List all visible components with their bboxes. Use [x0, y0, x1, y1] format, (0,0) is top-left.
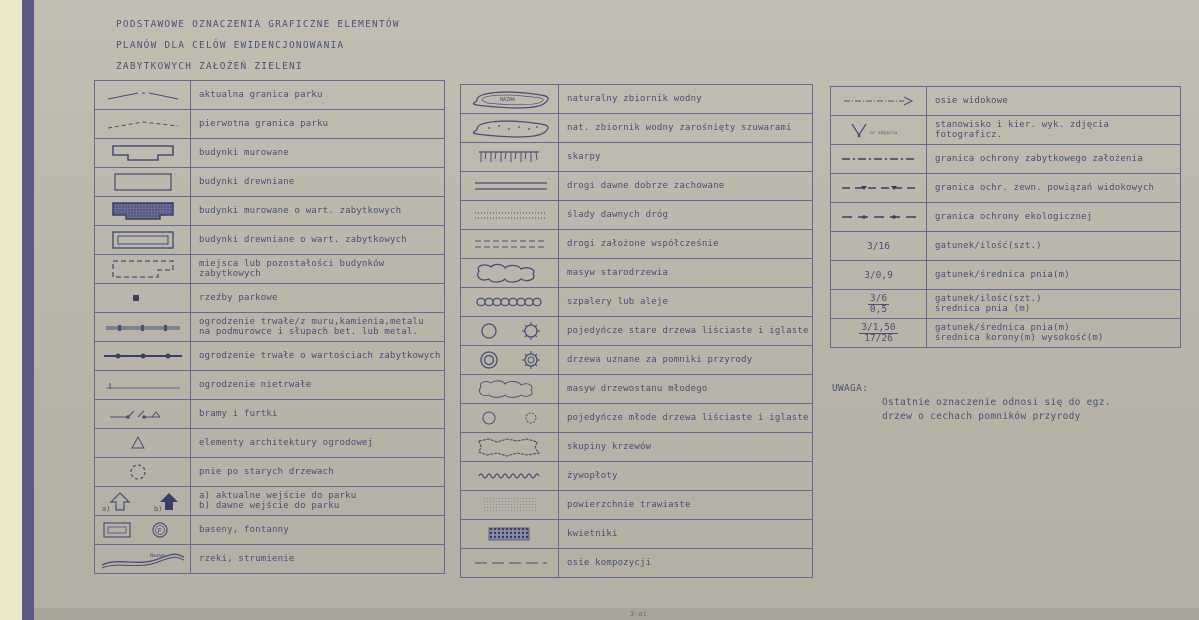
- river-icon: [98, 547, 188, 571]
- legend-row: [95, 371, 445, 400]
- shrub-group-icon: [465, 435, 555, 459]
- wooden-building-icon: [98, 171, 188, 193]
- legend-row: [95, 429, 445, 458]
- legend-row: [461, 143, 813, 172]
- page-mark: 3-ai: [630, 610, 647, 618]
- heritage-protection-line-icon: [834, 149, 924, 169]
- legend-row: [95, 197, 445, 226]
- ecological-protection-line-icon: [834, 207, 924, 227]
- species-fraction-code: [831, 290, 927, 319]
- old-road-trace-icon: [465, 205, 555, 225]
- legend-row: [461, 230, 813, 259]
- legend-row: [831, 203, 1181, 232]
- title-line-2: PLANÓW DLA CELÓW EWIDENCJONOWANIA: [116, 40, 345, 51]
- legend-label: osie kompozycji: [559, 549, 813, 578]
- river-name-marker: Nazwa: [149, 553, 165, 559]
- legend-row: [461, 317, 813, 346]
- legend-label: powierzchnie trawiaste: [559, 491, 813, 520]
- species-diameter-code: 3/0,9: [831, 261, 927, 290]
- entrance-a-marker: a): [101, 505, 110, 513]
- legend-label: nat. zbiornik wodny zarośnięty szuwarami: [559, 114, 813, 143]
- legend-row: [461, 288, 813, 317]
- legend-label: granica ochr. zewn. powiązań widokowych: [927, 174, 1181, 203]
- legend-row: [831, 261, 1181, 290]
- legend-label: pierwotna granica parku: [191, 110, 445, 139]
- legend-row: [95, 81, 445, 110]
- legend-row: [95, 342, 445, 371]
- legend-row: [831, 145, 1181, 174]
- note-text: Ostatnie oznaczenie odnosi się do egz. drzew o cechach pomników przyrody: [882, 397, 1111, 422]
- legend-label: ogrodzenie trwałe o wartościach zabytkowych: [191, 342, 445, 371]
- view-protection-line-icon: [834, 178, 924, 198]
- temporary-fence-icon: [98, 375, 188, 395]
- legend-row: [95, 545, 445, 574]
- sculpture-icon: [98, 288, 188, 308]
- overgrown-pond-icon: [465, 117, 555, 139]
- legend-label: naturalny zbiornik wodny: [559, 85, 813, 114]
- legend-row: [831, 290, 1181, 319]
- flowerbed-icon: [465, 523, 555, 545]
- legend-label: gatunek/ilość(szt.) średnica pnia (m): [927, 290, 1181, 319]
- legend-label: ogrodzenie trwałe/z muru,kamienia,metalu na podmurowce i słupach bet. lub metal.: [191, 313, 445, 342]
- legend-row: [831, 319, 1181, 348]
- note-block: [832, 382, 1142, 424]
- legend-label: budynki murowane: [191, 139, 445, 168]
- photo-position-icon: [834, 119, 924, 141]
- legend-label: gatunek/ilość(szt.): [927, 232, 1181, 261]
- legend-row: [831, 174, 1181, 203]
- entrance-b-marker: b): [153, 505, 162, 513]
- legend-label: budynki murowane o wart. zabytkowych: [191, 197, 445, 226]
- legend-row: [831, 87, 1181, 116]
- legend-row: [95, 139, 445, 168]
- legend-row: [461, 433, 813, 462]
- old-single-trees-icon: [465, 319, 555, 343]
- legend-row: [461, 491, 813, 520]
- legend-label: ogrodzenie nietrwałe: [191, 371, 445, 400]
- former-building-icon: [98, 257, 188, 281]
- legend-row: [95, 255, 445, 284]
- fraction-numerator: 3/1,50: [861, 322, 896, 333]
- legend-label: stanowisko i kier. wyk. zdjęcia fotograficz.: [927, 116, 1181, 145]
- hedge-icon: [465, 466, 555, 486]
- legend-label: a) aktualne wejście do parku b) dawne wejście do parku: [191, 487, 445, 516]
- legend-label: drzewa uznane za pomniki przyrody: [559, 346, 813, 375]
- legend-label: ślady dawnych dróg: [559, 201, 813, 230]
- triangle-icon: [98, 433, 188, 453]
- species-crown-code: [831, 319, 927, 348]
- young-single-trees-icon: [465, 406, 555, 430]
- historic-brick-building-icon: [98, 200, 188, 222]
- entrance-arrows-icon: [98, 488, 188, 514]
- legend-row: [95, 226, 445, 255]
- legend-label: kwietniki: [559, 520, 813, 549]
- dash-dot-boundary-icon: [98, 85, 188, 105]
- species-count-code: 3/16: [831, 232, 927, 261]
- legend-label: masyw starodrzewia: [559, 259, 813, 288]
- legend-table-vegetation: [460, 84, 813, 578]
- dashed-boundary-icon: [98, 114, 188, 134]
- legend-row: [95, 313, 445, 342]
- document-title: [116, 14, 436, 77]
- alley-icon: [465, 292, 555, 312]
- monument-trees-icon: [465, 348, 555, 372]
- legend-row: [461, 404, 813, 433]
- composition-axis-icon: [465, 553, 555, 573]
- permanent-fence-icon: [98, 317, 188, 337]
- legend-table-buildings: [94, 80, 445, 574]
- pond-icon: [465, 88, 555, 110]
- old-tree-mass-icon: [465, 261, 555, 285]
- legend-label: gatunek/średnica pnia(m) średnica korony(m) wysokość(m): [927, 319, 1181, 348]
- fraction-denominator: 17/26: [864, 333, 893, 344]
- legend-row: [831, 116, 1181, 145]
- legend-label: pojedyńcze młode drzewa liściaste i iglaste: [559, 404, 813, 433]
- title-line-1: PODSTAWOWE OZNACZENIA GRAFICZNE ELEMENTÓW: [116, 19, 400, 30]
- gate-icon: [98, 403, 188, 425]
- legend-row: [461, 346, 813, 375]
- brick-building-icon: [98, 142, 188, 164]
- scan-left-margin: [0, 0, 22, 620]
- note-heading: UWAGA:: [832, 383, 869, 394]
- pond-name-marker: NAZWA: [499, 97, 515, 103]
- historic-fence-icon: [98, 346, 188, 366]
- legend-label: drogi dawne dobrze zachowane: [559, 172, 813, 201]
- old-road-icon: [465, 176, 555, 196]
- legend-label: budynki drewniane o wart. zabytkowych: [191, 226, 445, 255]
- legend-row: [461, 172, 813, 201]
- legend-row: [95, 516, 445, 545]
- legend-label: miejsca lub pozostałości budynków zabytkowych: [191, 255, 445, 284]
- legend-row: [461, 375, 813, 404]
- legend-label: rzeźby parkowe: [191, 284, 445, 313]
- legend-row: [95, 400, 445, 429]
- legend-row: [461, 259, 813, 288]
- legend-label: skarpy: [559, 143, 813, 172]
- legend-label: granica ochrony zabytkowego założenia: [927, 145, 1181, 174]
- legend-label: rzeki, strumienie: [191, 545, 445, 574]
- escarpment-icon: [465, 146, 555, 168]
- fraction-denominator: 0,5: [869, 304, 888, 315]
- legend-label: żywopłoty: [559, 462, 813, 491]
- legend-label: budynki drewniane: [191, 168, 445, 197]
- stump-icon: [98, 461, 188, 483]
- legend-label: bramy i furtki: [191, 400, 445, 429]
- legend-label: aktualna granica parku: [191, 81, 445, 110]
- legend-row: [95, 168, 445, 197]
- binding-strip: [22, 0, 34, 620]
- legend-row: [461, 201, 813, 230]
- legend-label: skupiny krzewów: [559, 433, 813, 462]
- view-axis-icon: [834, 91, 924, 111]
- new-road-icon: [465, 234, 555, 254]
- legend-label: osie widokowe: [927, 87, 1181, 116]
- lawn-icon: [465, 494, 555, 516]
- legend-label: pnie po starych drzewach: [191, 458, 445, 487]
- legend-row: [461, 85, 813, 114]
- legend-label: szpalery lub aleje: [559, 288, 813, 317]
- legend-row: [461, 549, 813, 578]
- legend-row: [831, 232, 1181, 261]
- young-tree-mass-icon: [465, 377, 555, 401]
- legend-label: baseny, fontanny: [191, 516, 445, 545]
- legend-label: granica ochrony ekologicznej: [927, 203, 1181, 232]
- legend-row: [95, 110, 445, 139]
- legend-row: [95, 284, 445, 313]
- pool-fountain-icon: [98, 519, 188, 541]
- legend-row: [95, 458, 445, 487]
- legend-label: pojedyńcze stare drzewa liściaste i iglaste: [559, 317, 813, 346]
- legend-label: drogi założone współcześnie: [559, 230, 813, 259]
- legend-label: gatunek/średnica pnia(m): [927, 261, 1181, 290]
- photo-number-marker: nr zdjęcia: [869, 131, 897, 136]
- fraction-numerator: 3/6: [869, 293, 888, 304]
- title-line-3: ZABYTKOWYCH ZAŁOŻEŃ ZIELENI: [116, 61, 303, 72]
- legend-row: [95, 487, 445, 516]
- legend-row: [461, 520, 813, 549]
- legend-row: [461, 114, 813, 143]
- legend-label: elementy architektury ogrodowej: [191, 429, 445, 458]
- legend-table-protection: [830, 86, 1181, 348]
- scan-bottom-edge: [34, 608, 1199, 620]
- legend-label: masyw drzewostanu młodego: [559, 375, 813, 404]
- legend-row: [461, 462, 813, 491]
- historic-wooden-building-icon: [98, 229, 188, 251]
- fountain-marker: F: [157, 527, 162, 535]
